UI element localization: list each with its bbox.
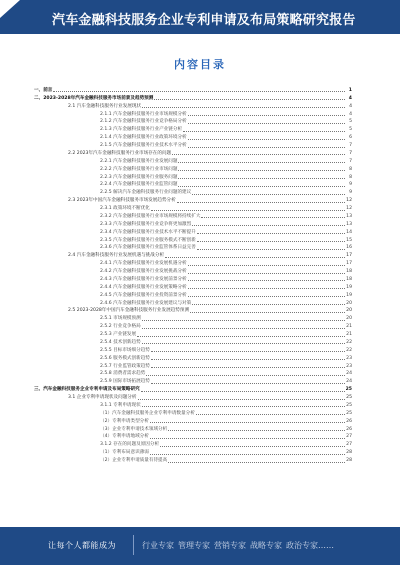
toc-entry-text: 2.4.1 汽车金融科技服务行业发展机遇分析 (100, 261, 187, 267)
toc-entry[interactable] (34, 275, 352, 283)
toc-entry[interactable] (34, 283, 352, 291)
toc-entry-text: 2.4.5 汽车金融科技服务行业投资前景分析 (100, 292, 187, 298)
toc-page-number: 12 (346, 198, 352, 204)
toc-leader-dots (168, 429, 345, 431)
toc-leader-dots (142, 405, 345, 407)
toc-entry-text: （2）专利申请类型分析 (100, 418, 149, 424)
toc-leader-dots (201, 216, 345, 218)
toc-page-number: 25 (346, 395, 352, 400)
toc-entry[interactable] (34, 102, 352, 110)
toc-leader-dots (177, 201, 345, 203)
toc-entry-text: 2.5.6 服务模式创新趋势 (100, 355, 150, 361)
toc-heading: 内容目录 (174, 58, 226, 71)
toc-entry-text: 2.5.5 目标市场细分趋势 (100, 347, 150, 353)
toc-entry[interactable] (34, 393, 352, 401)
toc-leader-dots (138, 398, 346, 400)
toc-entry[interactable] (34, 307, 352, 315)
toc-entry-text: 2.1.1 汽车金融科技服务行业市场规模分析 (100, 111, 187, 117)
toc-page-number: 20 (346, 308, 352, 314)
toc-page-number: 24 (346, 379, 352, 385)
toc-entry-text: 2.2.4 汽车金融科技服务行业监管问题 (100, 182, 178, 188)
toc-page-number: 25 (346, 402, 352, 408)
toc-page-number: 4 (348, 95, 352, 101)
table-of-contents (34, 86, 352, 463)
toc-entry-text: 2.3.5 汽车金融科技服务行业服务模式不断创新 (100, 237, 196, 243)
toc-entry[interactable] (34, 110, 352, 118)
toc-page-number: 22 (346, 347, 352, 353)
toc-entry-text: 2.3.1 政策环境不断优化 (100, 206, 150, 211)
toc-leader-dots (197, 240, 345, 242)
toc-leader-dots (168, 461, 345, 463)
toc-page-number: 15 (346, 237, 352, 243)
page-footer (0, 527, 400, 565)
toc-entry[interactable] (34, 385, 352, 393)
toc-page-number: 13 (346, 213, 352, 219)
toc-entry-text: 2.4.6 汽车金融科技服务行业发展建议与对策 (100, 300, 192, 306)
toc-entry[interactable] (34, 118, 352, 126)
toc-leader-dots (192, 303, 345, 305)
toc-entry[interactable] (34, 244, 352, 252)
toc-leader-dots (188, 272, 345, 274)
toc-page-number: 26 (346, 418, 352, 424)
toc-leader-dots (172, 153, 345, 155)
toc-leader-dots (188, 279, 345, 281)
toc-entry-text: （2）企业专利申请质量有待提高 (100, 458, 168, 463)
toc-page-number: 23 (346, 363, 352, 369)
toc-page-number: 7 (349, 158, 352, 164)
toc-entry-text: （3）企业专利申请技术领域分析 (100, 426, 168, 432)
toc-page-number: 20 (346, 300, 352, 306)
footer-tag: 政治专家…… (286, 541, 334, 550)
toc-page-number: 14 (346, 229, 352, 235)
footer-slogan: 让每个人都能成为 (48, 541, 116, 550)
toc-page-number: 1 (348, 87, 352, 93)
toc-entry[interactable] (34, 314, 352, 322)
toc-leader-dots (183, 130, 345, 132)
toc-leader-dots (188, 114, 345, 116)
toc-leader-dots (192, 193, 345, 195)
toc-page-number: 9 (349, 182, 352, 188)
toc-entry[interactable] (34, 157, 352, 165)
toc-entry-text: 2.5.2 行业竞争格局 (100, 324, 141, 330)
toc-leader-dots (192, 224, 345, 226)
toc-entry[interactable] (34, 267, 352, 275)
toc-entry[interactable] (34, 362, 352, 370)
toc-entry[interactable] (34, 181, 352, 189)
toc-entry[interactable] (34, 94, 352, 102)
toc-page-number: 21 (346, 332, 352, 337)
toc-entry[interactable] (34, 141, 352, 149)
toc-entry-text: （1）汽车金融科技服务企业专利申请数量分析 (100, 410, 195, 416)
report-title: 汽车金融科技服务企业专利申请及布局策略研究报告 (52, 13, 356, 28)
toc-leader-dots (151, 350, 345, 352)
toc-leader-dots (142, 319, 345, 321)
footer-divider (133, 535, 134, 555)
toc-entry-text: 2.3.4 汽车金融科技服务行业技术水平不断提升 (100, 229, 196, 235)
toc-entry-text: 2.5.8 消费者需求趋势 (100, 371, 146, 377)
toc-entry-text: 一、前言 (34, 87, 53, 93)
toc-entry[interactable] (34, 228, 352, 236)
toc-leader-dots (142, 327, 345, 329)
toc-entry[interactable] (34, 86, 352, 94)
toc-entry[interactable] (34, 377, 352, 385)
toc-page-number: 12 (346, 206, 352, 211)
toc-leader-dots (196, 413, 345, 415)
toc-page-number: 18 (346, 269, 352, 274)
toc-entry-text: 2.5 2023-2028年中国汽车金融科技服务行业发展趋势预测 (68, 308, 190, 314)
footer-tag: 营销专家 (214, 541, 246, 550)
toc-leader-dots (151, 366, 345, 368)
toc-entry[interactable] (34, 409, 352, 417)
toc-entry[interactable] (34, 401, 352, 409)
footer-tag: 战略专家 (250, 541, 282, 550)
toc-entry-text: 2.4.2 汽车金融科技服务行业发展挑战分析 (100, 269, 187, 274)
toc-entry[interactable] (34, 440, 352, 448)
toc-page-number: 7 (349, 143, 352, 148)
toc-page-number: 24 (346, 371, 352, 377)
toc-entry-text: 2.3.6 汽车金融科技服务行业监管体系日益完善 (100, 245, 196, 251)
toc-entry[interactable] (34, 259, 352, 267)
toc-leader-dots (165, 256, 345, 258)
toc-entry[interactable] (34, 370, 352, 378)
toc-entry[interactable] (34, 322, 352, 330)
toc-entry-text: 2.1 汽车金融科技服务行业发展现状 (68, 103, 142, 109)
toc-leader-dots (178, 161, 345, 163)
toc-page-number: 16 (346, 245, 352, 251)
toc-entry[interactable] (34, 165, 352, 173)
toc-entry-text: 2.5.9 国际市场拓展趋势 (100, 379, 150, 385)
toc-entry[interactable] (34, 236, 352, 244)
toc-page-number: 22 (346, 339, 352, 345)
toc-page-number: 26 (346, 426, 352, 432)
toc-entry-text: 2.4.4 汽车金融科技服务行业发展策略分析 (100, 284, 187, 290)
toc-leader-dots (178, 185, 345, 187)
toc-leader-dots (150, 421, 345, 423)
toc-entry[interactable] (34, 448, 352, 456)
toc-page-number: 4 (349, 103, 352, 109)
toc-page-number: 6 (349, 135, 352, 141)
toc-page-number: 28 (346, 458, 352, 463)
toc-leader-dots (190, 311, 345, 313)
toc-page-number: 8 (349, 174, 352, 180)
toc-entry-text: 二、2023-2028年汽车金融科技服务市场前景及趋势预测 (34, 95, 154, 101)
toc-leader-dots (146, 374, 345, 376)
toc-entry[interactable] (34, 212, 352, 220)
toc-page-number: 19 (346, 292, 352, 298)
toc-entry-text: 2.4 汽车金融科技服务行业发展机遇与挑战分析 (68, 253, 165, 259)
toc-entry-text: 2.1.2 汽车金融科技服务行业竞争格局分析 (100, 119, 187, 125)
toc-leader-dots (188, 287, 345, 289)
toc-page-number: 8 (349, 166, 352, 172)
toc-page-number: 21 (346, 324, 352, 330)
toc-page-number: 5 (349, 127, 352, 133)
toc-page-number: 13 (346, 221, 352, 227)
toc-page-number: 17 (346, 261, 352, 267)
toc-page-number: 4 (349, 111, 352, 117)
toc-leader-dots (188, 146, 345, 148)
toc-entry-text: 2.2.5 解决汽车金融科技服务行业问题的建议 (100, 190, 192, 196)
toc-page-number: 25 (345, 387, 352, 393)
toc-leader-dots (178, 169, 345, 171)
toc-leader-dots (142, 106, 345, 108)
toc-leader-dots (197, 232, 345, 234)
toc-entry[interactable] (34, 291, 352, 299)
toc-entry[interactable] (34, 330, 352, 338)
toc-entry[interactable] (34, 220, 352, 228)
footer-tag: 管理专家 (178, 541, 210, 550)
toc-page-number: 27 (346, 434, 352, 440)
toc-entry-text: （4）专利申请地域分析 (100, 434, 149, 440)
toc-entry-text: 2.2 2023年汽车金融科技服务行业市场存在的问题 (68, 150, 172, 156)
toc-leader-dots (53, 90, 345, 92)
toc-page-number: 25 (346, 410, 352, 416)
header-corner-decoration (0, 0, 20, 18)
toc-leader-dots (151, 209, 345, 211)
toc-entry[interactable] (34, 188, 352, 196)
toc-entry-text: 三、汽车金融科技服务企业专利申请及布局策略研究 (34, 387, 140, 393)
footer-tags (142, 540, 338, 551)
toc-entry[interactable] (34, 346, 352, 354)
toc-page-number: 17 (346, 253, 352, 259)
toc-entry[interactable] (34, 133, 352, 141)
toc-leader-dots (141, 390, 345, 392)
toc-entry[interactable] (34, 354, 352, 362)
toc-leader-dots (188, 295, 345, 297)
toc-leader-dots (150, 437, 345, 439)
toc-entry[interactable] (34, 425, 352, 433)
toc-entry[interactable] (34, 173, 352, 181)
toc-leader-dots (142, 342, 345, 344)
toc-entry[interactable] (34, 251, 352, 259)
toc-leader-dots (151, 358, 345, 360)
toc-page-number: 23 (346, 355, 352, 361)
toc-entry-text: 3.1 企业专利申请现状及问题分析 (68, 395, 137, 400)
toc-entry-text: 2.2.1 汽车金融科技服务行业发展问题 (100, 158, 178, 164)
toc-leader-dots (160, 445, 345, 447)
toc-page-number: 27 (346, 442, 352, 448)
toc-entry[interactable] (34, 299, 352, 307)
toc-entry[interactable] (34, 125, 352, 133)
toc-page-number: 7 (349, 150, 352, 156)
toc-entry-text: 2.1.4 汽车金融科技服务行业政策环境分析 (100, 135, 187, 141)
toc-leader-dots (151, 382, 345, 384)
toc-leader-dots (197, 248, 345, 250)
toc-leader-dots (178, 177, 345, 179)
toc-entry-text: （1）专利布局意识薄弱 (100, 450, 149, 456)
toc-entry-text: 2.3 2023年中国汽车金融科技服务市场发展趋势分析 (68, 198, 176, 204)
page-header (0, 0, 400, 34)
toc-leader-dots (137, 335, 345, 337)
toc-entry-text: 2.3.3 汽车金融科技服务行业竞争将更加激烈 (100, 221, 192, 227)
toc-entry[interactable] (34, 456, 352, 464)
toc-leader-dots (188, 122, 345, 124)
toc-entry-text: 2.4.3 汽车金融科技服务行业发展前景分析 (100, 276, 187, 282)
toc-leader-dots (154, 98, 345, 100)
toc-entry-text: 3.1.1 专利申请现状 (100, 402, 141, 408)
toc-leader-dots (188, 138, 345, 140)
toc-entry-text: 2.2.3 汽车金融科技服务行业服务问题 (100, 174, 178, 180)
toc-entry-text: 2.5.4 技术创新趋势 (100, 339, 141, 345)
toc-entry[interactable] (34, 196, 352, 204)
toc-entry-text: 2.1.3 汽车金融科技服务行业产业链分析 (100, 127, 183, 133)
toc-page-number: 19 (346, 284, 352, 290)
toc-entry[interactable] (34, 338, 352, 346)
toc-page-number: 20 (346, 316, 352, 322)
toc-page-number: 9 (349, 190, 352, 196)
toc-page-number: 28 (346, 450, 352, 456)
toc-entry-text: 2.3.2 汽车金融科技服务行业市场规模将持续扩大 (100, 213, 201, 219)
toc-entry-text: 2.5.7 行业监管政策趋势 (100, 363, 150, 369)
toc-entry[interactable] (34, 417, 352, 425)
toc-entry-text: 3.1.2 存在的问题及原因分析 (100, 442, 160, 448)
toc-page-number: 5 (349, 119, 352, 125)
toc-entry-text: 2.5.1 市场规模预测 (100, 316, 141, 322)
toc-page-number: 18 (346, 276, 352, 282)
toc-entry[interactable] (34, 433, 352, 441)
toc-leader-dots (188, 264, 345, 266)
toc-entry[interactable] (34, 204, 352, 212)
toc-entry-text: 2.1.5 汽车金融科技服务行业技术水平分析 (100, 143, 187, 148)
footer-tag: 行业专家 (142, 541, 174, 550)
toc-entry[interactable] (34, 149, 352, 157)
toc-leader-dots (150, 453, 345, 455)
toc-entry-text: 2.2.2 汽车金融科技服务行业市场问题 (100, 166, 178, 172)
toc-entry-text: 2.5.3 产业链发展 (100, 332, 137, 337)
